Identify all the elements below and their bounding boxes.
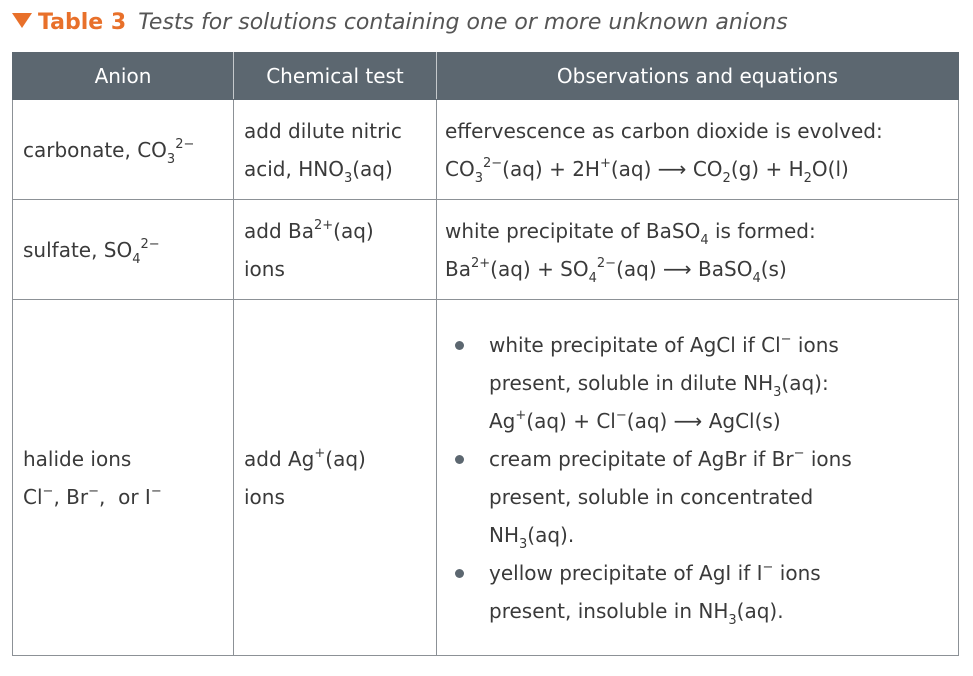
bullet-icon <box>455 455 464 464</box>
table-caption <box>12 8 788 38</box>
observation-cell: white precipitate of BaSO$_4$ is formed: $Ba^{2+}(aq) + SO_4^{2-}(aq)$ ⟶ BaSO$_4$(s) <box>437 200 959 300</box>
equation: Ag+(aq) + Cl−(aq) ⟶ AgCl(s) <box>489 407 781 433</box>
anion-carbonate: carbonate, $CO_3^{2-}$ <box>23 136 195 167</box>
observation-cell: effervescence as carbon dioxide is evolved: $CO_3^{2-}(aq) + 2H^+(aq)$ ⟶ $CO_2(g) + H_2O(l)$ <box>437 100 959 200</box>
bullet-icon <box>455 341 464 350</box>
triangle-marker-icon <box>12 13 32 28</box>
anion-cell <box>13 200 234 300</box>
test-cell: add Ag+(aq) ions <box>234 300 437 656</box>
anion-sulfate: sulfate, $SO_4^{2-}$ <box>23 236 160 267</box>
equation: $Ba^{2+}(aq) + SO_4^{2-}(aq)$ ⟶ BaSO$_4$(s) <box>445 255 787 286</box>
list-item: cream precipitate of AgBr if Br− ions present, soluble in concentrated $NH_3(aq)$. <box>445 440 950 554</box>
header-chemical-test: Chemical test <box>234 53 437 100</box>
table-label: Table 3 <box>38 10 127 35</box>
table-row <box>13 300 959 656</box>
header-anion: Anion <box>13 53 234 100</box>
bullet-icon <box>455 569 464 578</box>
table-row <box>13 100 959 200</box>
list-item: white precipitate of AgCl if Cl− ions present, soluble in dilute $NH_3(aq)$: Ag+(aq) + Cl−(aq) ⟶ AgCl(s) <box>445 326 950 440</box>
equation: $CO_3^{2-}(aq) + 2H^+(aq)$ ⟶ $CO_2(g) + H_2O(l)$ <box>445 155 849 186</box>
anion-halide: halide ions <box>23 446 132 471</box>
anion-cell: halide ions Cl−, Br−, or I− <box>13 300 234 656</box>
anion-cell <box>13 100 234 200</box>
anion-tests-table <box>12 52 959 656</box>
header-row <box>13 53 959 100</box>
test-cell: add $Ba^{2+}(aq)$ ions <box>234 200 437 300</box>
observation-cell <box>437 300 959 656</box>
list-item: yellow precipitate of AgI if I− ions present, insoluble in $NH_3(aq)$. <box>445 554 950 630</box>
table-row <box>13 200 959 300</box>
observation-list <box>445 326 950 630</box>
header-observations: Observations and equations <box>437 53 959 100</box>
table-title: Tests for solutions containing one or more unknown anions <box>138 10 788 35</box>
test-cell: add dilute nitric acid, $HNO_3(aq)$ <box>234 100 437 200</box>
